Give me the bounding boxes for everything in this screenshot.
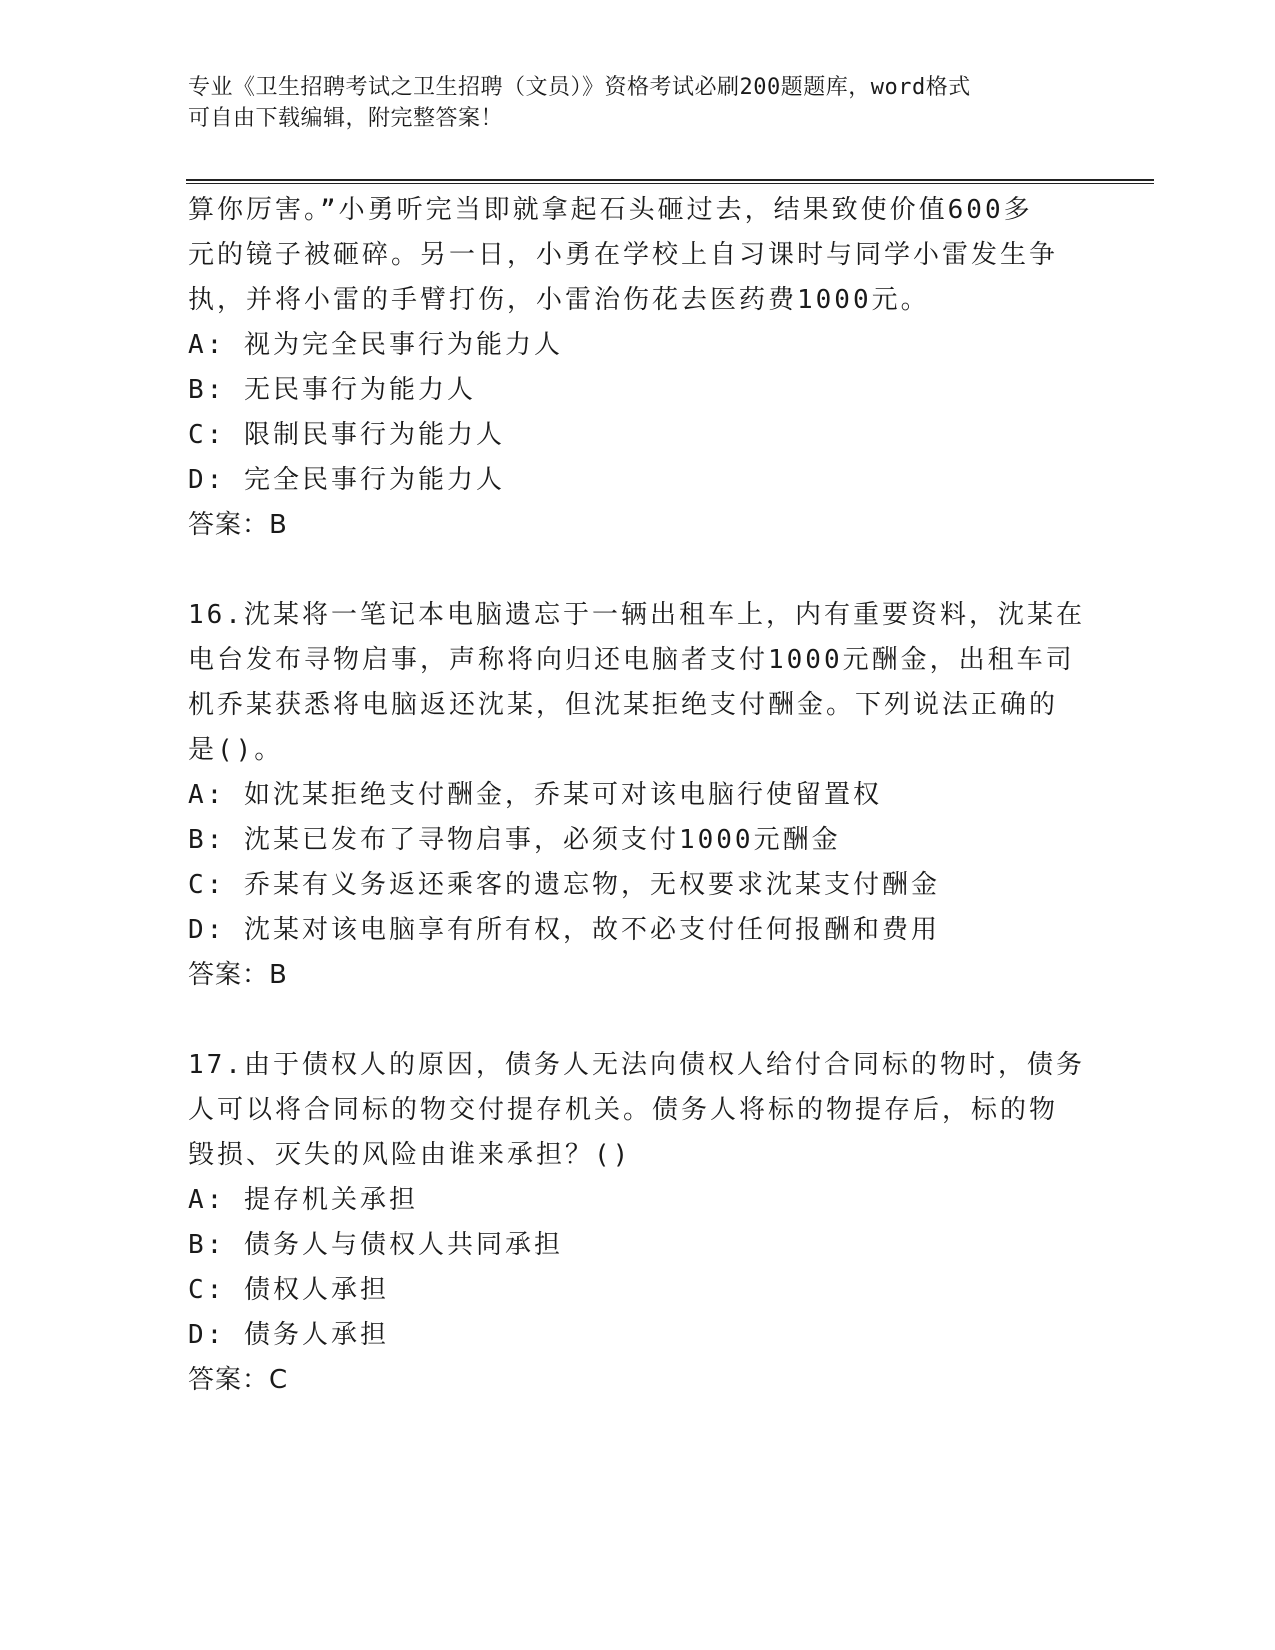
header-divider-bottom bbox=[186, 183, 1154, 184]
document-header bbox=[188, 72, 1088, 134]
text-line: 算你厉害。”小勇听完当即就拿起石头砸过去，结果致使价值600多 bbox=[188, 195, 1033, 225]
option-c: C: 限制民事行为能力人 bbox=[188, 420, 505, 450]
spacer bbox=[188, 998, 1088, 1043]
header-divider-top bbox=[186, 179, 1154, 181]
question-17 bbox=[188, 1043, 1088, 1403]
text-line: 是()。 bbox=[188, 735, 284, 765]
option-d: D: 债务人承担 bbox=[188, 1320, 389, 1350]
option-c: C: 债权人承担 bbox=[188, 1275, 389, 1305]
question-text bbox=[188, 188, 1088, 323]
header-line-2: 可自由下载编辑，附完整答案！ bbox=[188, 106, 504, 131]
text-line: 元的镜子被砸碎。另一日，小勇在学校上自习课时与同学小雷发生争 bbox=[188, 240, 1059, 270]
text-line: 毁损、灭失的风险由谁来承担？() bbox=[188, 1140, 632, 1170]
header-line-1: 专业《卫生招聘考试之卫生招聘（文员）》资格考试必刷200题题库，word格式 bbox=[188, 75, 971, 100]
option-b: B: 无民事行为能力人 bbox=[188, 375, 476, 405]
option-a: A: 如沈某拒绝支付酬金，乔某可对该电脑行使留置权 bbox=[188, 780, 882, 810]
text-line: 电台发布寻物启事，声称将向归还电脑者支付1000元酬金，出租车司 bbox=[188, 645, 1075, 675]
option-b: B: 沈某已发布了寻物启事，必须支付1000元酬金 bbox=[188, 825, 841, 855]
question-15 bbox=[188, 188, 1088, 548]
option-b: B: 债务人与债权人共同承担 bbox=[188, 1230, 563, 1260]
text-line: 人可以将合同标的物交付提存机关。债务人将标的物提存后，标的物 bbox=[188, 1095, 1059, 1125]
spacer bbox=[188, 548, 1088, 593]
question-text bbox=[188, 593, 1088, 773]
question-16 bbox=[188, 593, 1088, 998]
option-d: D: 完全民事行为能力人 bbox=[188, 465, 505, 495]
option-a: A: 视为完全民事行为能力人 bbox=[188, 330, 563, 360]
text-line: 17.由于债权人的原因，债务人无法向债权人给付合同标的物时，债务 bbox=[188, 1050, 1085, 1080]
question-text bbox=[188, 1043, 1088, 1178]
answer-line: 答案：B bbox=[188, 510, 288, 540]
option-d: D: 沈某对该电脑享有所有权，故不必支付任何报酬和费用 bbox=[188, 915, 940, 945]
text-line: 16.沈某将一笔记本电脑遗忘于一辆出租车上，内有重要资料，沈某在 bbox=[188, 600, 1085, 630]
text-line: 执，并将小雷的手臂打伤，小雷治伤花去医药费1000元。 bbox=[188, 285, 930, 315]
option-a: A: 提存机关承担 bbox=[188, 1185, 418, 1215]
option-c: C: 乔某有义务返还乘客的遗忘物，无权要求沈某支付酬金 bbox=[188, 870, 940, 900]
text-line: 机乔某获悉将电脑返还沈某，但沈某拒绝支付酬金。下列说法正确的 bbox=[188, 690, 1059, 720]
document-body bbox=[188, 188, 1088, 1403]
answer-line: 答案：C bbox=[188, 1365, 289, 1395]
answer-line: 答案：B bbox=[188, 960, 288, 990]
